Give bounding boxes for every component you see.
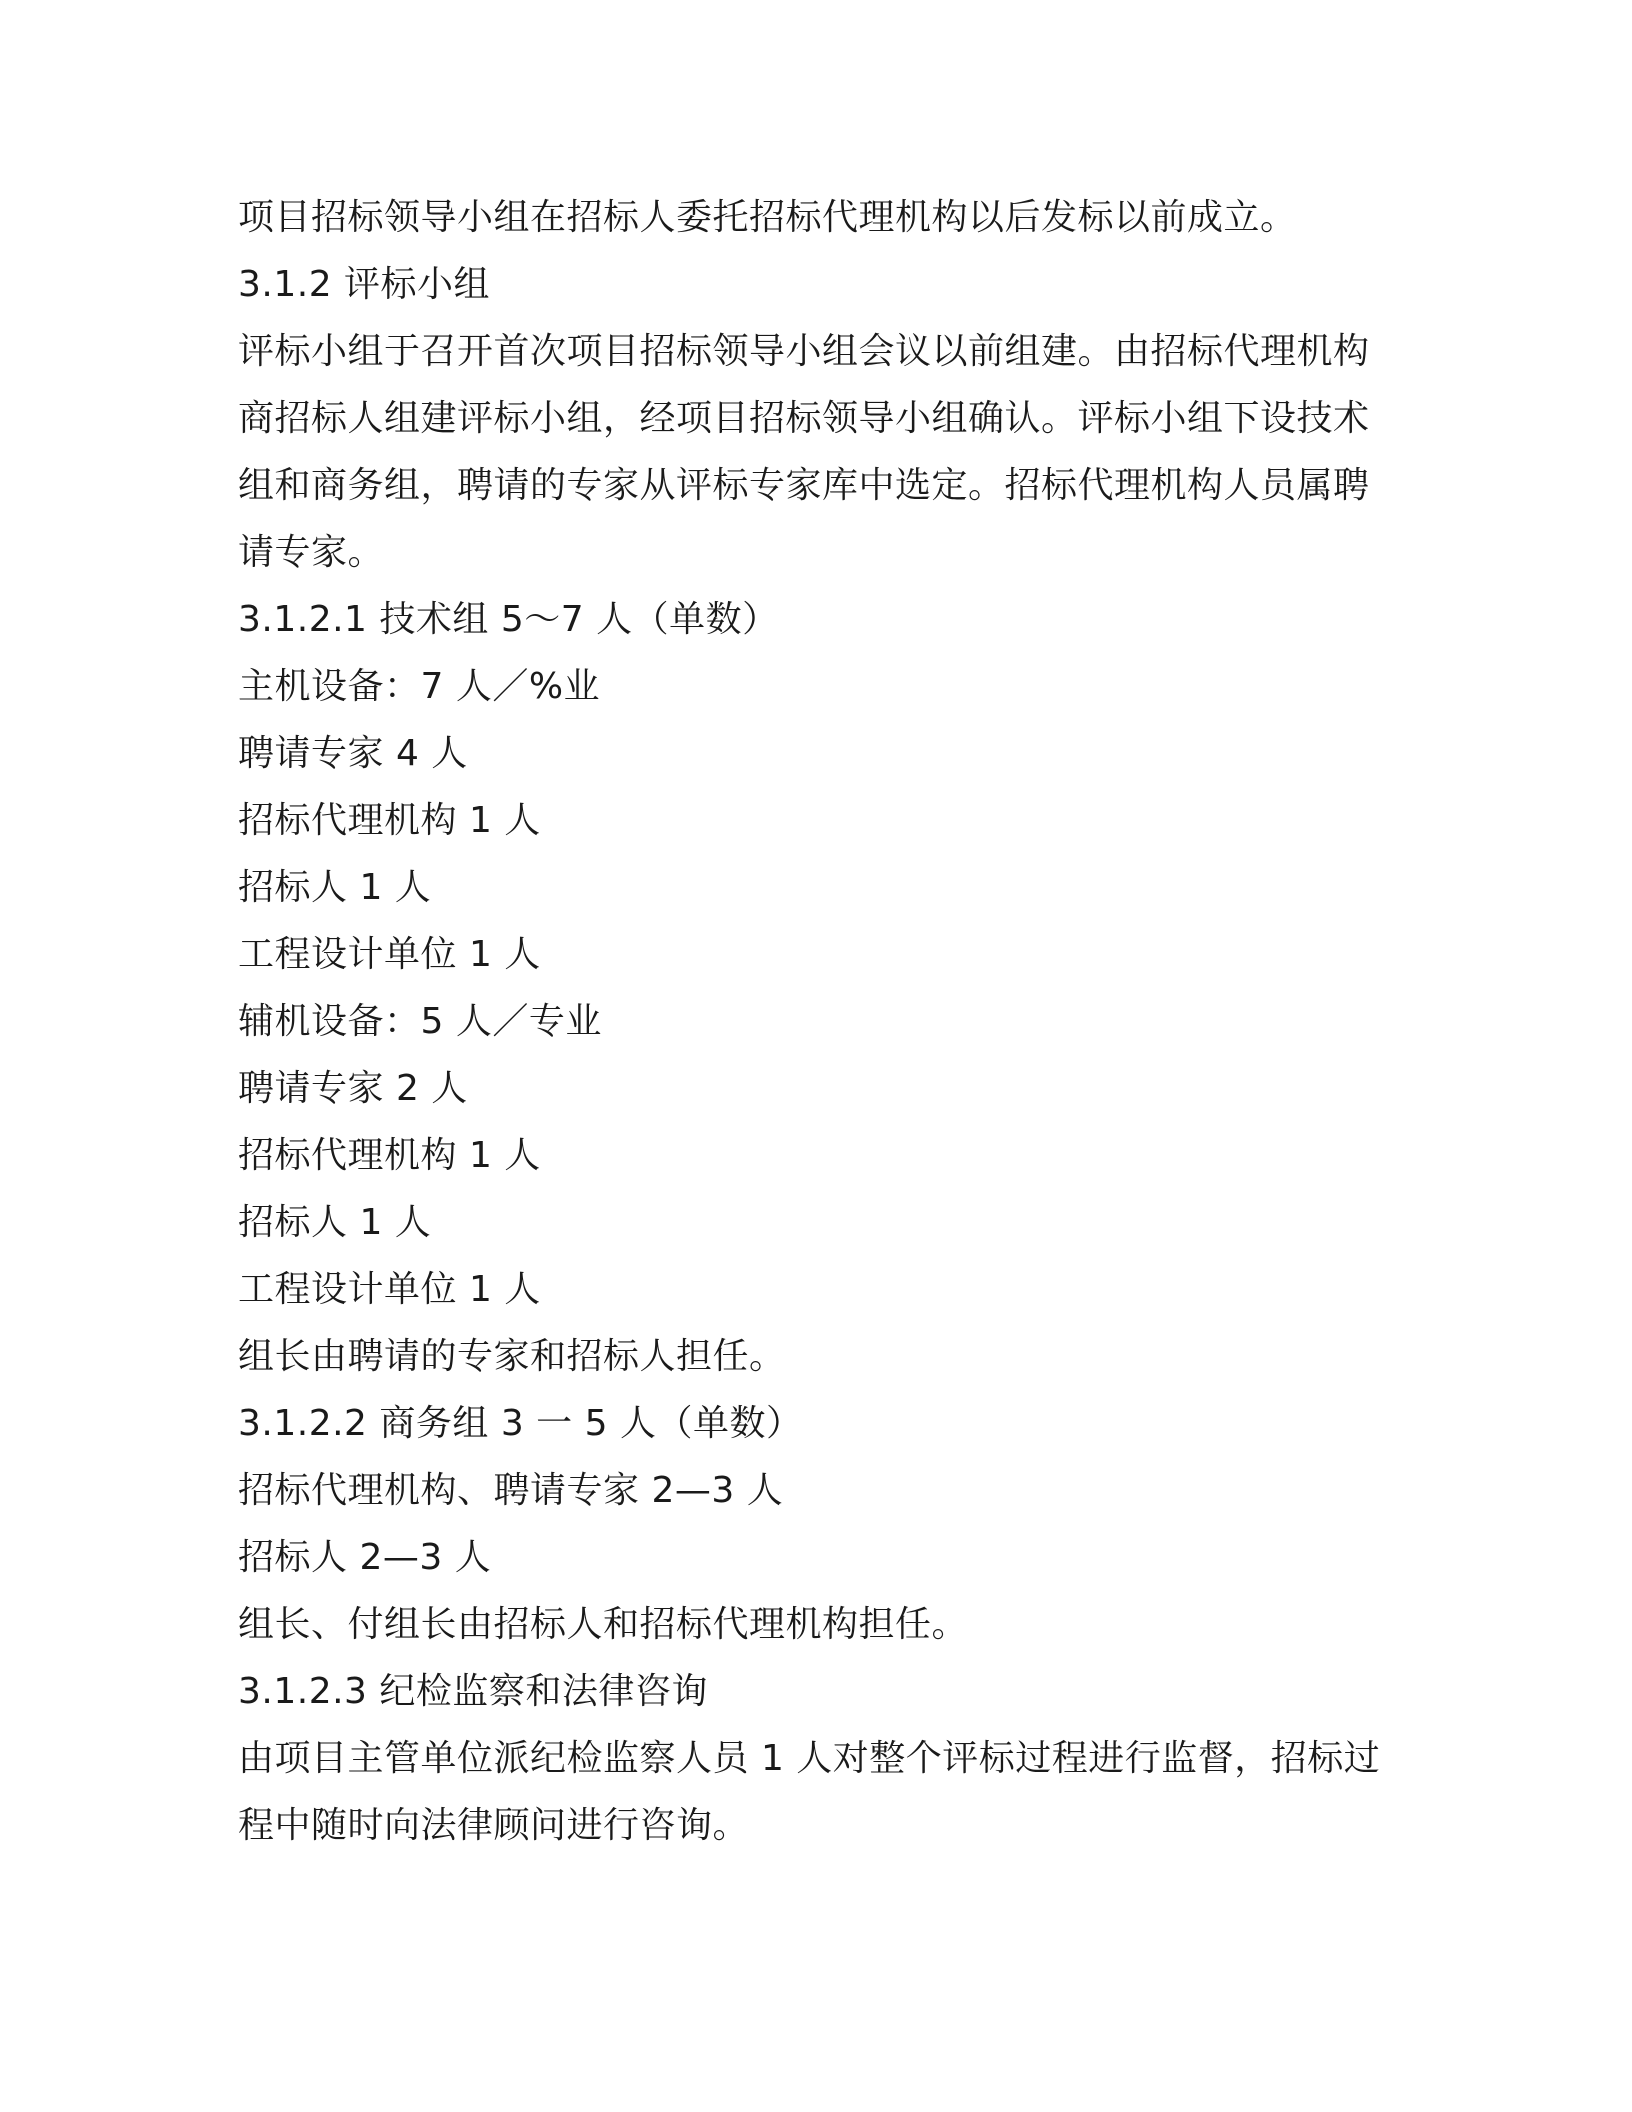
list-item: 招标代理机构、聘请专家 2—3 人 xyxy=(238,1470,784,1511)
section-heading: 3.1.2 评标小组 xyxy=(238,264,491,305)
list-item: 工程设计单位 1 人 xyxy=(238,1269,541,1310)
subsection-heading: 3.1.2.3 纪检监察和法律咨询 xyxy=(238,1671,708,1712)
list-item: 工程设计单位 1 人 xyxy=(238,934,541,975)
paragraph-line: 程中随时向法律顾问进行咨询。 xyxy=(238,1805,750,1846)
list-item: 辅机设备：5 人／专业 xyxy=(238,1001,602,1042)
list-item: 聘请专家 4 人 xyxy=(238,733,468,774)
paragraph-line: 项目招标领导小组在招标人委托招标代理机构以后发标以前成立。 xyxy=(238,197,1297,238)
list-item: 招标代理机构 1 人 xyxy=(238,1135,541,1176)
subsection-heading: 3.1.2.1 技术组 5～7 人（单数） xyxy=(238,599,779,640)
paragraph-line: 组长由聘请的专家和招标人担任。 xyxy=(238,1336,786,1377)
list-item: 聘请专家 2 人 xyxy=(238,1068,468,1109)
paragraph-line: 组长、付组长由招标人和招标代理机构担任。 xyxy=(238,1604,969,1645)
list-item: 招标人 2—3 人 xyxy=(238,1537,492,1578)
list-item: 招标代理机构 1 人 xyxy=(238,800,541,841)
paragraph-line: 商招标人组建评标小组，经项目招标领导小组确认。评标小组下设技术 xyxy=(238,398,1370,439)
paragraph-line: 评标小组于召开首次项目招标领导小组会议以前组建。由招标代理机构 xyxy=(238,331,1370,372)
subsection-heading: 3.1.2.2 商务组 3 一 5 人（单数） xyxy=(238,1403,803,1444)
paragraph-line: 由项目主管单位派纪检监察人员 1 人对整个评标过程进行监督，招标过 xyxy=(238,1738,1381,1779)
paragraph-line: 请专家。 xyxy=(238,532,385,573)
list-item: 招标人 1 人 xyxy=(238,867,432,908)
document-body xyxy=(238,184,1398,1859)
paragraph-line: 组和商务组，聘请的专家从评标专家库中选定。招标代理机构人员属聘 xyxy=(238,465,1370,506)
list-item: 主机设备：7 人／%业 xyxy=(238,666,601,707)
list-item: 招标人 1 人 xyxy=(238,1202,432,1243)
